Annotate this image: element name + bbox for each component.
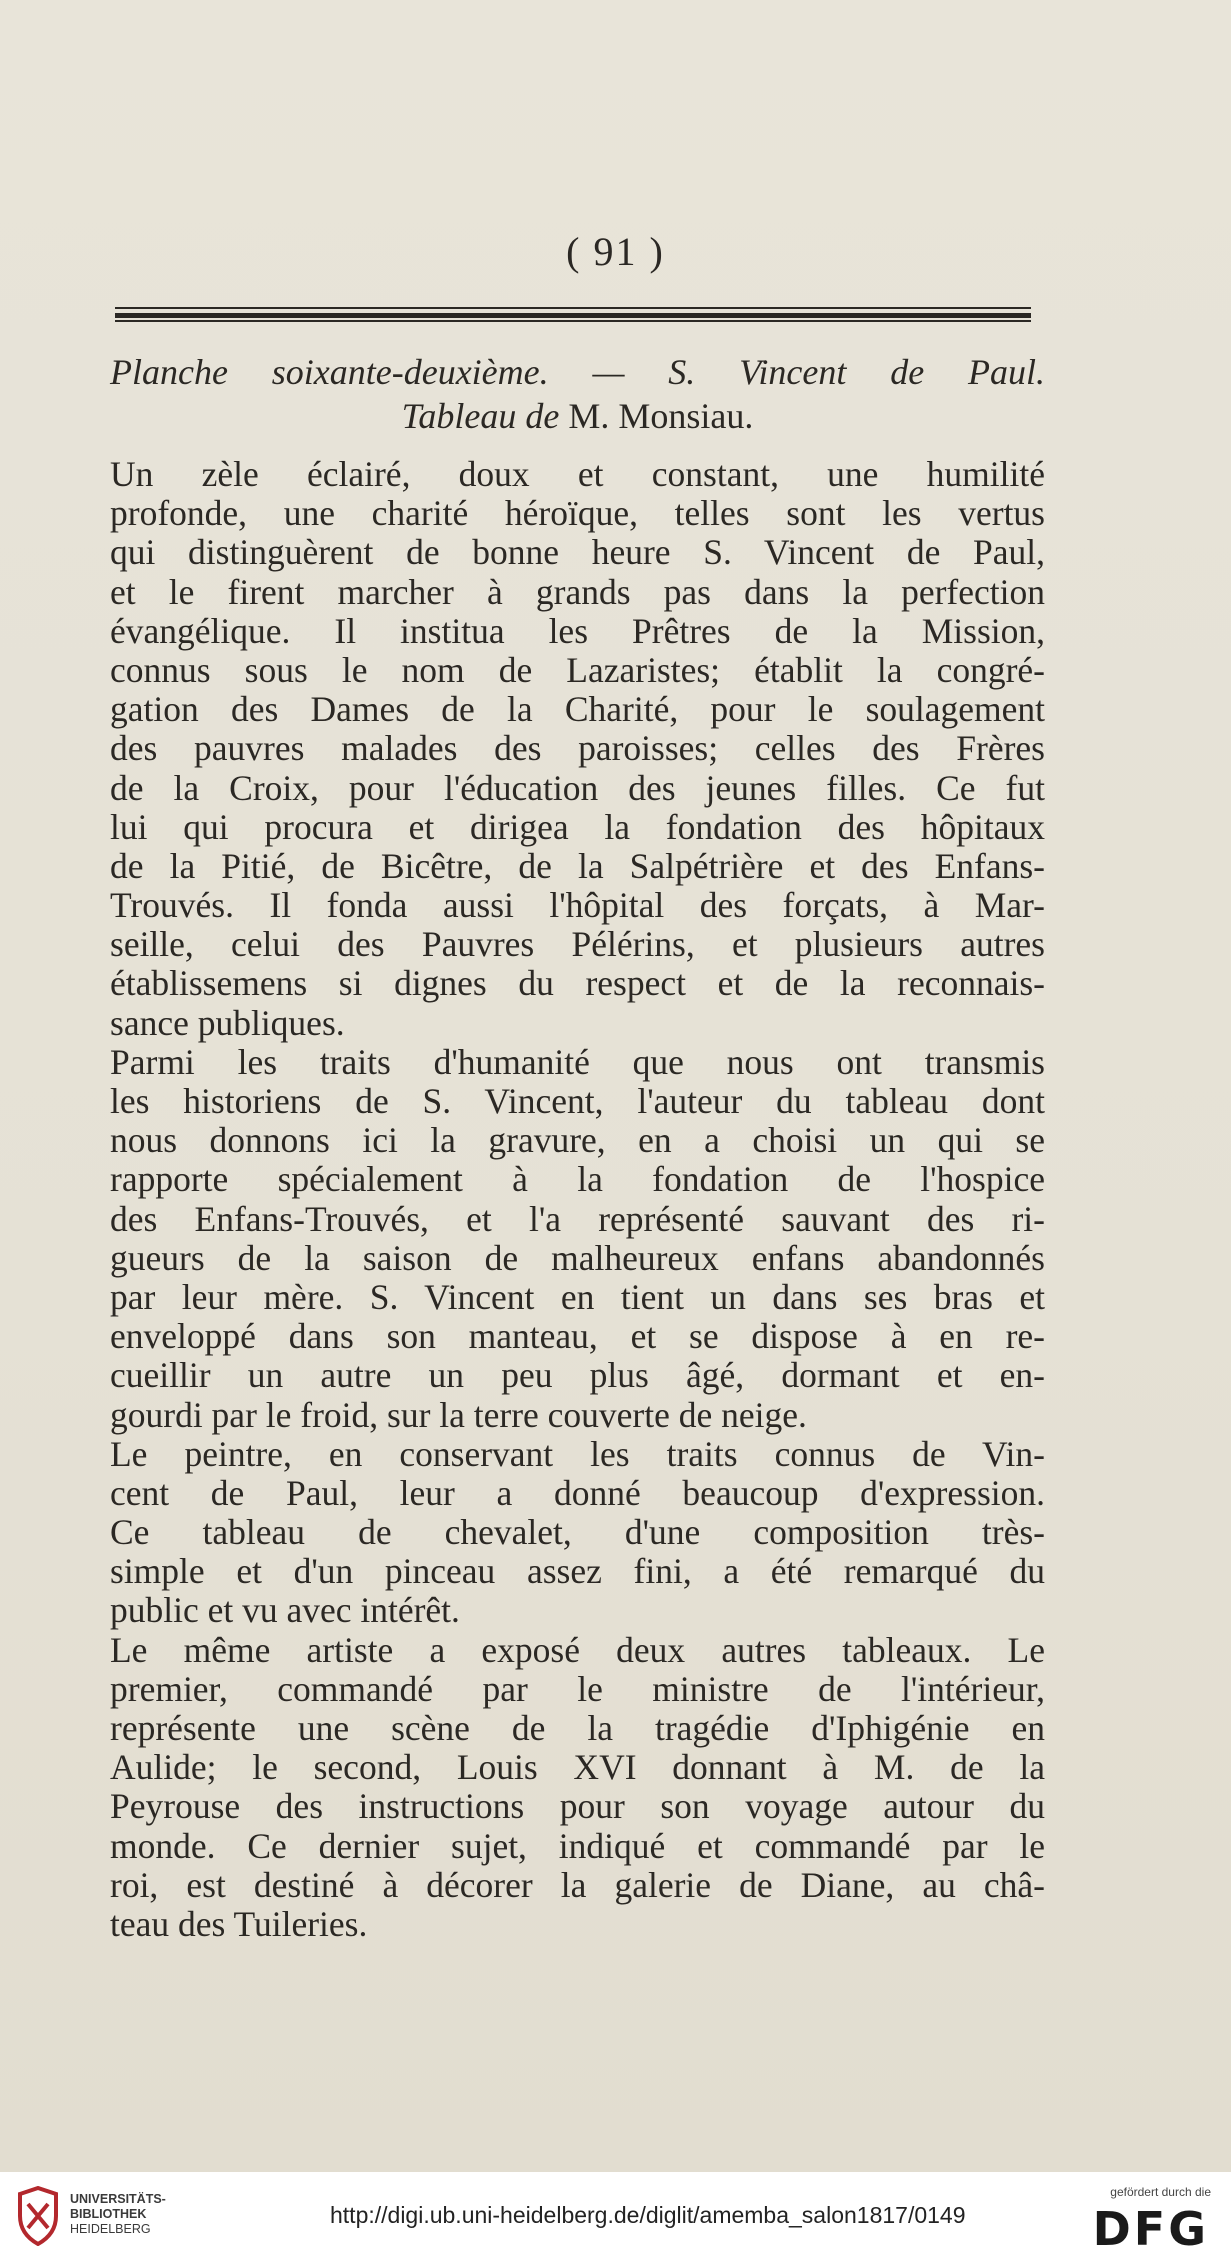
plate-title: Planche soixante-deuxième. — S. Vincent de Paul. [110, 352, 1045, 392]
text-line: connus sous le nom de Lazaristes; établit la congré- [110, 650, 1045, 690]
text-line: profonde, une charité héroïque, telles sont les vertus [110, 494, 1045, 534]
plate-subtitle-artist: M. Monsiau. [559, 396, 754, 436]
plate-subtitle [110, 394, 1045, 438]
text-line: premier, commandé par le ministre de l'intérieur, [110, 1669, 1045, 1709]
plate-heading [110, 350, 1045, 438]
library-name-line: HEIDELBERG [70, 2222, 151, 2236]
source-url-link[interactable]: http://digi.ub.uni-heidelberg.de/diglit/amemba_salon1817/0149 [330, 2202, 966, 2228]
text-line: gation des Dames de la Charité, pour le soulagement [110, 690, 1045, 730]
library-name-line: UNIVERSITÄTS- [70, 2192, 166, 2206]
text-line: roi, est destiné à décorer la galerie de Diane, au châ- [110, 1865, 1045, 1905]
text-line: Parmi les traits d'humanité que nous ont transmis [110, 1042, 1045, 1082]
text-line: évangélique. Il institua les Prêtres de la Mission, [110, 611, 1045, 651]
text-line: Trouvés. Il fonda aussi l'hôpital des forçats, à Mar- [110, 886, 1045, 926]
text-line: rapporte spécialement à la fondation de l'hospice [110, 1160, 1045, 1200]
digitization-footer [0, 2172, 1231, 2259]
text-line: des Enfans-Trouvés, et l'a représenté sauvant des ri- [110, 1199, 1045, 1239]
text-line: Le peintre, en conservant les traits connus de Vin- [110, 1434, 1045, 1474]
text-line: des pauvres malades des paroisses; celles des Frères [110, 729, 1045, 769]
text-line: enveloppé dans son manteau, et se dispose à en re- [110, 1317, 1045, 1357]
university-library-logo-icon [14, 2186, 62, 2246]
text-line: simple et d'un pinceau assez fini, a été remarqué du [110, 1552, 1045, 1592]
text-line: gueurs de la saison de malheureux enfans abandonnés [110, 1238, 1045, 1278]
plate-subtitle-italic: Tableau de [401, 396, 560, 436]
text-line: teau des Tuileries. [110, 1904, 368, 1944]
text-line: cueillir un autre un peu plus âgé, dormant et en- [110, 1356, 1045, 1396]
page-number: ( 91 ) [566, 229, 665, 274]
text-line: les historiens de S. Vincent, l'auteur du tableau dont [110, 1082, 1045, 1121]
text-line: Un zèle éclairé, doux et constant, une humilité [110, 455, 1045, 494]
text-line: qui distinguèrent de bonne heure S. Vincent de Paul, [110, 533, 1045, 573]
text-line: seille, celui des Pauvres Pélérins, et plusieurs autres [110, 925, 1045, 965]
dfg-logo: DFG [1092, 2202, 1209, 2256]
text-line: cent de Paul, leur a donné beaucoup d'expression. [110, 1473, 1045, 1513]
text-line: représente une scène de la tragédie d'Iphigénie en [110, 1709, 1045, 1748]
text-line: gourdi par le froid, sur la terre couverte de neige. [110, 1395, 807, 1435]
text-line: monde. Ce dernier sujet, indiqué et commandé par le [110, 1826, 1045, 1866]
library-name [70, 2192, 166, 2237]
text-line: sance publiques. [110, 1003, 345, 1043]
text-line: et le firent marcher à grands pas dans la perfection [110, 572, 1045, 612]
text-line: Aulide; le second, Louis XVI donnant à M. de la [110, 1748, 1045, 1788]
text-line: public et vu avec intérêt. [110, 1591, 460, 1631]
text-line: de la Croix, pour l'éducation des jeunes filles. Ce fut [110, 768, 1045, 808]
library-name-line: BIBLIOTHEK [70, 2207, 147, 2221]
text-line: Peyrouse des instructions pour son voyage autour du [110, 1787, 1045, 1827]
funding-note: gefördert durch die [1110, 2185, 1211, 2199]
text-line: lui qui procura et dirigea la fondation des hôpitaux [110, 807, 1045, 847]
text-line: nous donnons ici la gravure, en a choisi un qui se [110, 1121, 1045, 1161]
text-line: Ce tableau de chevalet, d'une composition très- [110, 1513, 1045, 1553]
text-line: établissemens si dignes du respect et de la reconnais- [110, 964, 1045, 1004]
text-line: Le même artiste a exposé deux autres tableaux. Le [110, 1630, 1045, 1670]
text-line: par leur mère. S. Vincent en tient un dans ses bras et [110, 1277, 1045, 1317]
body-text [110, 455, 1045, 1944]
double-rule-divider [115, 305, 1031, 323]
text-line: de la Pitié, de Bicêtre, de la Salpétrière et des Enfans- [110, 846, 1045, 886]
